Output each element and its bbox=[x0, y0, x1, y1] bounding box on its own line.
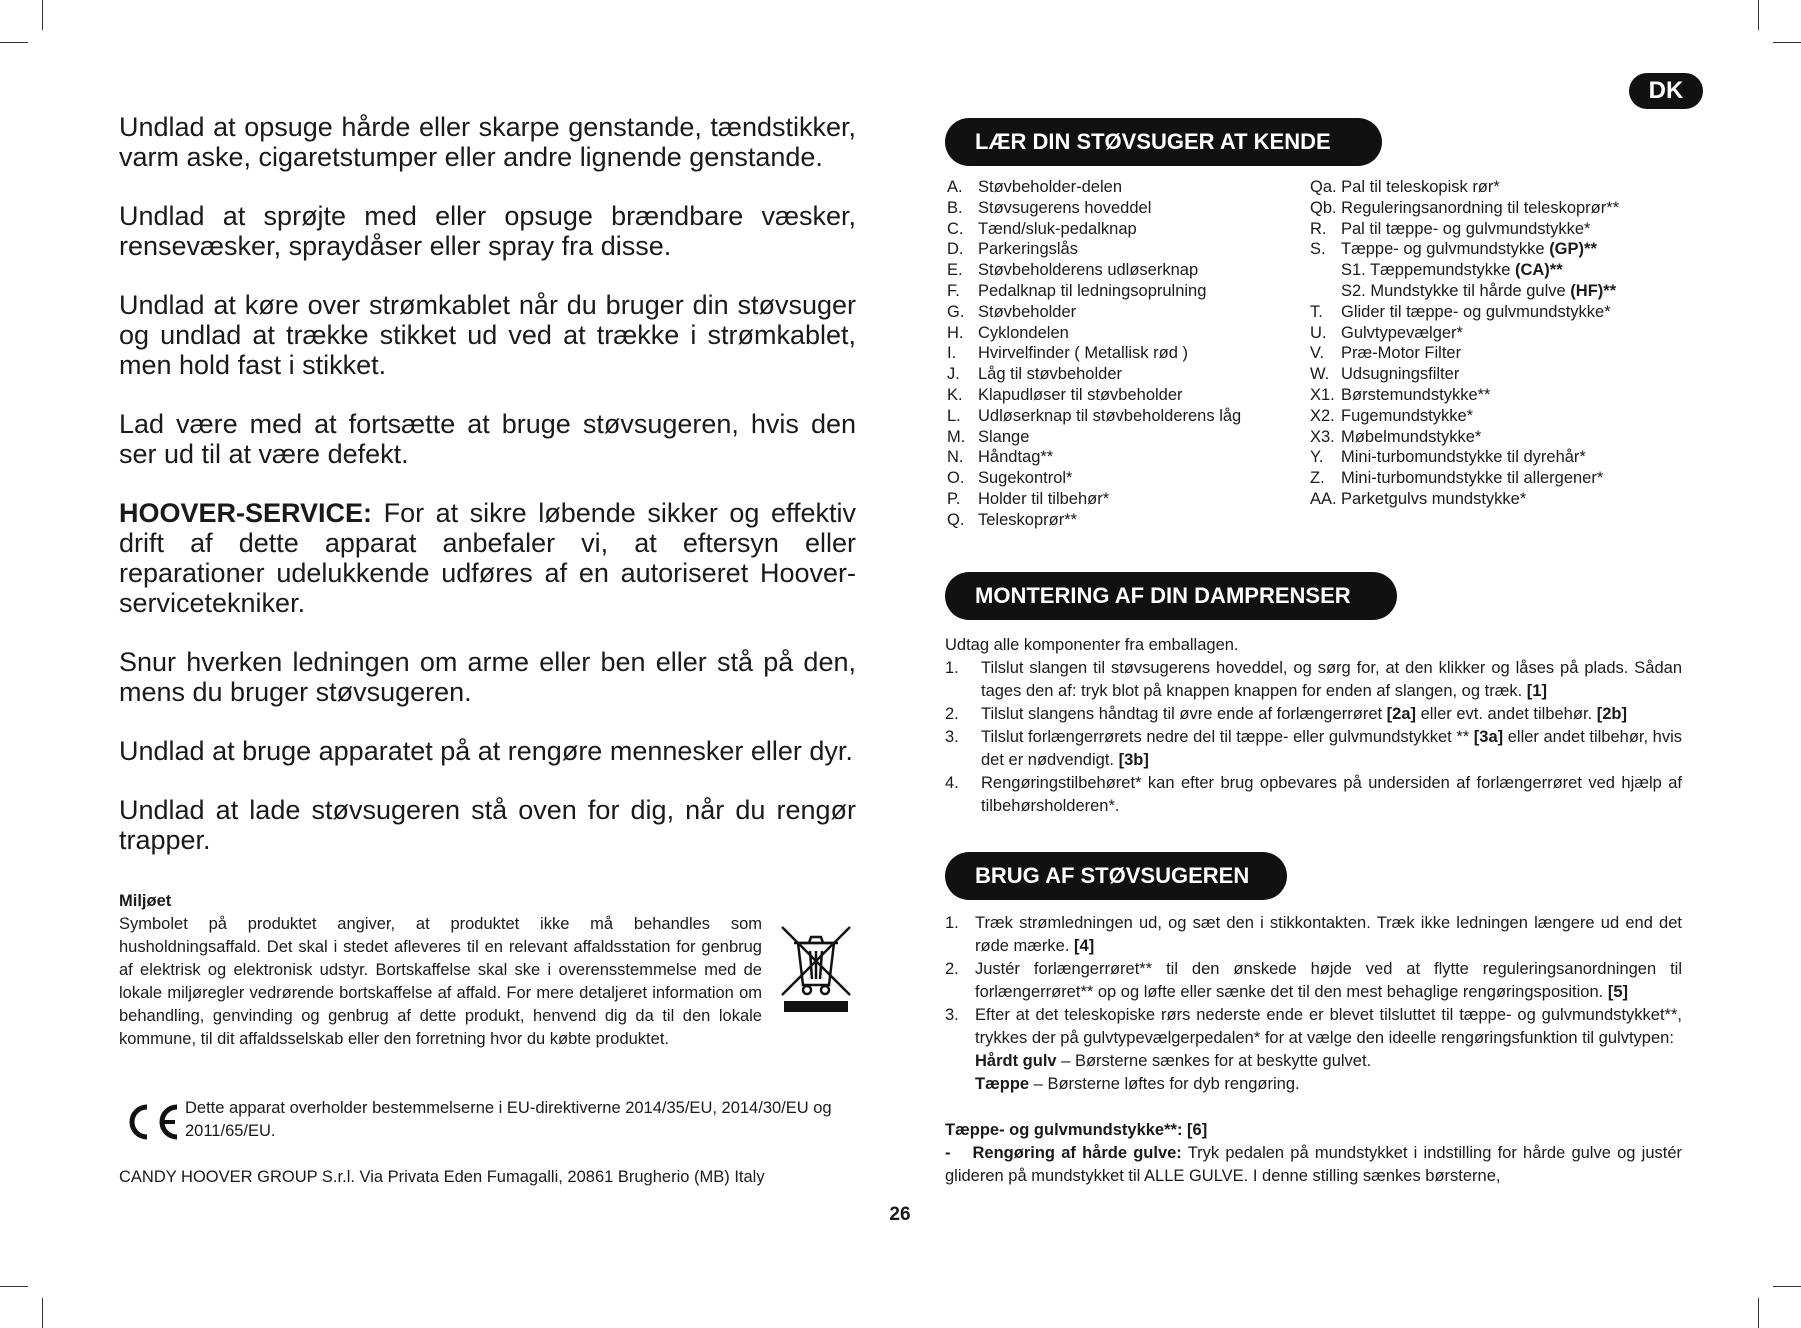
usage-step: 1. Træk strømledningen ud, og sæt den i stikkontakten. Træk ikke ledningen længere ud end det røde mærke. [4] bbox=[945, 914, 1682, 955]
ce-mark-icon bbox=[119, 1101, 181, 1143]
part-item: B. Støvsugerens hoveddel bbox=[947, 198, 1152, 217]
assembly-step: 2. Tilslut slangens håndtag til øvre ende af forlængerrøret [2a] eller evt. andet tilbehør. [2b] bbox=[945, 705, 1627, 723]
part-item: S2. Mundstykke til hårde gulve (HF)** bbox=[1341, 281, 1617, 300]
parts-section-title: LÆR DIN STØVSUGER AT KENDE bbox=[945, 118, 1382, 166]
part-item: P. Holder til tilbehør* bbox=[947, 489, 1110, 508]
part-item: L. Udløserknap til støvbeholderens låg bbox=[947, 406, 1242, 425]
hard-floor-cleaning: - Rengøring af hårde gulve: Tryk pedalen på mundstykket i indstilling for hårde gulve og justér glideren på mundstykket til ALLE GULVE. I denne stilling sænkes børsterne, bbox=[945, 1144, 1682, 1185]
part-item: M. Slange bbox=[947, 427, 1030, 446]
part-item: W. Udsugningsfilter bbox=[1310, 365, 1460, 384]
weee-bin-icon bbox=[776, 913, 856, 1013]
warning-paragraph: Lad være med at fortsætte at bruge støvsugeren, hvis den ser ud til at være defekt. bbox=[119, 409, 856, 469]
part-item: X1. Børstemundstykke** bbox=[1310, 385, 1491, 404]
assembly-intro: Udtag alle komponenter fra emballagen. bbox=[945, 636, 1239, 654]
assembly-section-title: MONTERING AF DIN DAMPRENSER bbox=[945, 572, 1397, 620]
part-item: N. Håndtag** bbox=[947, 448, 1054, 467]
warning-paragraph: Undlad at køre over strømkablet når du bruger din støvsuger og undlad at trække stikket ud ved at trække i strømkablet, men hold fast i stikket. bbox=[119, 290, 856, 380]
usage-step: 2. Justér forlængerrøret** til den ønskede højde ved at flytte reguleringsanordningen til forlængerrøret** op og løfte eller sænke det til den mest behaglige rengøringsposition. [5] bbox=[945, 960, 1682, 1001]
usage-step: 3. Efter at det teleskopiske rørs nederste ende er blevet tilsluttet til tæppe- og gulvmundstykket**, trykkes der på gulvtypevælgerpedalen* for at vælge den ideelle rengøringsfunktion til gulvtypen: bbox=[945, 1006, 1682, 1047]
ce-declaration bbox=[119, 1097, 856, 1143]
warning-paragraph: Undlad at sprøjte med eller opsuge brændbare væsker, rensevæsker, spraydåser eller spray fra disse. bbox=[119, 201, 856, 261]
page-number: 26 bbox=[889, 1204, 911, 1225]
part-item: A. Støvbeholder-delen bbox=[947, 178, 1123, 196]
usage-steps bbox=[945, 912, 1682, 1188]
assembly-step: 3. Tilslut forlængerrørets nedre del til tæppe- eller gulvmundstykket ** [3a] eller andet tilbehør, hvis det er nødvendigt. [3b] bbox=[945, 728, 1682, 769]
part-item: D. Parkeringslås bbox=[947, 240, 1078, 259]
part-item: J. Låg til støvbeholder bbox=[947, 365, 1122, 384]
service-paragraph bbox=[119, 498, 856, 618]
part-item: F. Pedalknap til ledningsoprulning bbox=[947, 281, 1207, 300]
floor-mode-hard: Hårdt gulv – Børsterne sænkes for at beskytte gulvet. bbox=[975, 1052, 1372, 1070]
part-item: X2. Fugemundstykke* bbox=[1310, 406, 1474, 425]
warning-paragraph: Snur hverken ledningen om arme eller ben eller stå på den, mens du bruger støvsugeren. bbox=[119, 647, 856, 707]
part-item: G. Støvbeholder bbox=[947, 302, 1077, 321]
crop-mark bbox=[0, 1286, 28, 1287]
environment-title: Miljøet bbox=[119, 892, 172, 910]
part-item: S1. Tæppemundstykke (CA)** bbox=[1341, 261, 1563, 280]
company-address: CANDY HOOVER GROUP S.r.l. Via Privata Eden Fumagalli, 20861 Brugherio (MB) Italy bbox=[119, 1168, 765, 1186]
part-item: Qa. Pal til teleskopisk rør* bbox=[1310, 178, 1500, 196]
environment-section bbox=[119, 890, 856, 1051]
part-item: H. Cyklondelen bbox=[947, 323, 1069, 342]
parts-list-left bbox=[947, 177, 1287, 531]
crop-mark bbox=[1758, 0, 1759, 30]
spacer bbox=[945, 1096, 1682, 1119]
part-item: Q. Teleskoprør** bbox=[947, 510, 1078, 529]
language-badge: DK bbox=[1629, 73, 1703, 109]
parts-list-right bbox=[1310, 177, 1690, 510]
floor-mode-carpet: Tæppe – Børsterne løftes for dyb rengøring. bbox=[975, 1075, 1300, 1093]
warning-paragraph: Undlad at bruge apparatet på at rengøre mennesker eller dyr. bbox=[119, 736, 853, 766]
assembly-step: 4. Rengøringstilbehøret* kan efter brug opbevares på undersiden af forlængerrøret ved hjælp af tilbehørsholderen*. bbox=[945, 774, 1682, 815]
part-item: E. Støvbeholderens udløserknap bbox=[947, 261, 1199, 280]
part-item: R. Pal til tæppe- og gulvmundstykke* bbox=[1310, 219, 1591, 238]
ce-text: Dette apparat overholder bestemmelserne i EU-direktiverne 2014/35/EU, 2014/30/EU og 2011/65/EU. bbox=[185, 1099, 832, 1140]
crop-mark bbox=[1758, 1298, 1759, 1328]
warning-paragraph: Undlad at opsuge hårde eller skarpe genstande, tændstikker, varm aske, cigaretstumper eller andre lignende genstande. bbox=[119, 112, 856, 172]
part-item: I. Hvirvelfinder ( Metallisk rød ) bbox=[947, 344, 1188, 363]
part-item: U. Gulvtypevælger* bbox=[1310, 323, 1463, 342]
crop-mark bbox=[0, 42, 28, 43]
crop-mark bbox=[42, 0, 43, 30]
crop-mark bbox=[42, 1298, 43, 1328]
part-item: T. Glider til tæppe- og gulvmundstykke* bbox=[1310, 302, 1611, 321]
warning-paragraph: Undlad at lade støvsugeren stå oven for dig, når du rengør trapper. bbox=[119, 795, 856, 855]
part-item: C. Tænd/sluk-pedalknap bbox=[947, 219, 1137, 238]
crop-mark bbox=[1773, 1286, 1801, 1287]
crop-mark bbox=[1773, 42, 1801, 43]
assembly-step: 1. Tilslut slangen til støvsugerens hoveddel, og sørg for, at den klikker og låses på plads. Sådan tages den af: tryk blot på knappen knappen for enden af slangen, og træk. [1] bbox=[945, 659, 1682, 700]
part-item: Qb. Reguleringsanordning til teleskoprør** bbox=[1310, 198, 1620, 217]
usage-section-title: BRUG AF STØVSUGEREN bbox=[945, 852, 1287, 900]
service-text: For at sikre løbende sikker og effektiv drift af dette apparat anbefaler vi, at eftersyn eller reparationer udelukkende udføres af en autoriseret Hoover-servicetekniker. bbox=[119, 498, 856, 618]
assembly-steps bbox=[945, 634, 1682, 818]
service-label: HOOVER-SERVICE: bbox=[119, 498, 373, 528]
part-item: S. Tæppe- og gulvmundstykke (GP)** bbox=[1310, 240, 1597, 259]
part-item: X3. Møbelmundstykke* bbox=[1310, 427, 1482, 446]
safety-warnings bbox=[119, 112, 856, 884]
part-item: V. Præ-Motor Filter bbox=[1310, 344, 1462, 363]
part-item: AA. Parketgulvs mundstykke* bbox=[1310, 489, 1527, 508]
part-item: O. Sugekontrol* bbox=[947, 469, 1073, 488]
environment-text: Symbolet på produktet angiver, at produktet ikke må behandles som husholdningsaffald. Det skal i stedet afleveres til en relevant affaldsstation for genbrug af elektrisk og elektronisk udstyr. Bortskaffelse skal ske i overensstemmelse med de lokale miljøregler vedrørende bortskaffelse af affald. For mere detaljeret information om behandling, genvinding og genbrug af dette produkt, henvend dig da til den lokale kommune, til dit affaldsselskab eller den forretning hvor du købte produktet. bbox=[119, 915, 762, 1048]
part-item: Y. Mini-turbomundstykke til dyrehår* bbox=[1310, 448, 1586, 467]
part-item: K. Klapudløser til støvbeholder bbox=[947, 385, 1183, 404]
nozzle-title: Tæppe- og gulvmundstykke**: [6] bbox=[945, 1121, 1208, 1139]
part-item: Z. Mini-turbomundstykke til allergener* bbox=[1310, 469, 1604, 488]
